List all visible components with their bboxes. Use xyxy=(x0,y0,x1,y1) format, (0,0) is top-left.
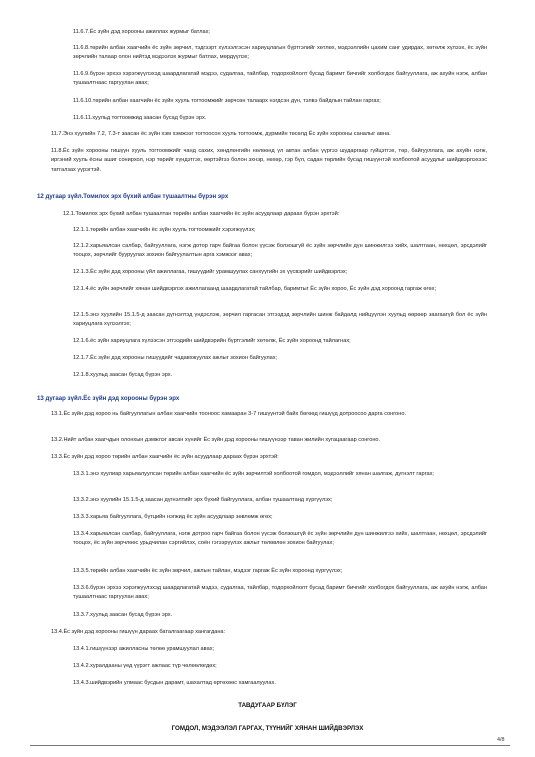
clause-12-1-6: 12.1.6.ёс зүйн хариуцлага хүлээсэн этгээдийн шийдвэрийн бүртгэлийг хөтөлж, Ёс зүйн хороонд тайлагнах; xyxy=(73,338,351,344)
clause-13-3-7: 13.3.7.хуульд заасан бусад бүрэн эрх. xyxy=(73,612,173,618)
clause-13-3-2: 13.3.2.энэ хуулийн 15.1.5-д заасан дүгнэлтийг эрх бүхий байгууллага, албан тушаалтанд хүргүүлэх; xyxy=(73,497,333,503)
clause-13-3-1: 13.3.1.энэ хуулиар харьяалуулсан төрийн албан хаагчийн ёс зүйн зөрчилтэй холбоотой гомдол, мэдээллийг хянан шалгаж, дүгнэлт гаргах; xyxy=(73,471,434,477)
clause-12-1-1: 12.1.1.төрийн албан хаагчийн ёс зүйн хууль тогтоомжийг хэрэгжүүлэх; xyxy=(73,227,256,233)
clause-13-4-3: 13.4.3.шийдвэрийн улмаас бусдын дарамт, шахалтад өртөхөөс хамгаалуулах. xyxy=(73,680,276,686)
clause-12-1-2: 12.1.2.харьяалсан салбар, байгууллага, нэгж дотор гарч байгаа болон үүсэж болзошгүй ёс зүйн зөрчлийн дүн шинжилгээ хийх, шалтгаан, нөхцөл, эрсдэлийг тооцох, зөрчлийг бууруулах зохион байгуулалтын арга хэмжээг авах; xyxy=(73,243,487,259)
clause-11-7: 11.7.Энэ хуулийн 7.2, 7.3-т заасан ёс зүйн хэм хэмжээг тогтоосон хууль тогтоомж, дүрмийн төсөлд Ёс зүйн хорооны саналыг авна. xyxy=(51,131,391,137)
clause-12-1-4: 12.1.4.ёс зүйн зөрчлийг хянан шийдвэрлэх ажиллагаанд шаардлагатай тайлбар, баримтыг Ёс зүйн хороо, Ёс зүйн дэд хороонд гаргаж өгөх; xyxy=(73,286,436,292)
clause-12-1-8: 12.1.8.хуульд заасан бусад бүрэн эрх. xyxy=(73,372,173,378)
clause-11-6-9: 11.6.9.бүрэн эрхээ хэрэгжүүлэхэд шаардлагатай мэдээ, судалгаа, тайлбар, тодорхойлолт бусад баримт бичгийг холбогдох байгууллага, аж ахуйн нэгж, албан тушаалтнаас гаргуулан авах; xyxy=(73,71,487,87)
clause-13-2: 13.2.Нийт албан хаагчдын олонхын дэмжлэг авсан хүнийг Ёс зүйн дэд хорооны гишүүнээр таван жилийн хугацаагаар сонгоно. xyxy=(51,437,381,443)
clause-12-1-5: 12.1.5.энэ хуулийн 15.1.5-д заасан дүгнэлтэд үндэслэж, зөрчил гаргасан этгээдэд зөрчлийн шинж байдалд нийцүүлэн хуульд өөрөөр заагаагүй бол ёс зүйн хариуцлага хүлээлгэх; xyxy=(73,312,487,328)
chapter-number: ТАВДУГААР БҮЛЭГ xyxy=(238,702,297,709)
clause-11-8: 11.8.Ёс зүйн хорооны гишүүн хууль тогтоомжийг чанд сахих, хөндлөнгийн нөлөөнд үл автан албан үүргээ шударгаар гүйцэтгэх, төр, байгууллага, аж ахуйн нэгж, иргэний хууль ёсны ашиг сонирхол, нэр төрийг хүндэтгэх, өөртэйгээ болон эхнэр, нөхөр, гэр бүл, садан төрлийн бусад гишүүнтэй холбоотой асуудлыг шийдвэрлэхээс татгалзах үүрэгтэй. xyxy=(51,148,487,173)
page-number: 4/8 xyxy=(497,737,505,743)
clause-13-4: 13.4.Ёс зүйн дэд хорооны гишүүн дараах баталгаагаар хангагдана: xyxy=(51,629,226,635)
clause-13-3-3: 13.3.3.харьяа байгууллага, бүтцийн нэгжид ёс зүйн асуудлаар зөвлөмж өгөх; xyxy=(73,514,273,520)
clause-13-1: 13.1.Ёс зүйн дэд хороо нь байгууллагын албан хаагчийн тооноос хамааран 3-7 гишүүнтэй байх бөгөөд гишүүд дотроосоо дарга сонгоно. xyxy=(51,411,407,417)
footer-divider xyxy=(30,745,510,746)
clause-13-4-2: 13.4.2.хуралдааны үед үүрэгт ажлаас түр чөлөөлөгдөх; xyxy=(73,663,217,669)
chapter-title: ГОМДОЛ, МЭДЭЭЛЭЛ ГАРГАХ, ТҮҮНИЙГ ХЯНАН ШИЙДВЭРЛЭХ xyxy=(171,725,364,732)
clause-11-6-8: 11.6.8.төрийн албан хаагчийн ёс зүйн зөрчил, тэдгээрт хүлээлгэсэн хариуцлагын бүртгэлийг хөтлөх, мэдээллийн цахим санг удирдах, хөтөлж хүлээх, ёс зүйн зөрчлийн талаар олон нийтэд мэдээлэх журмыг батлах, мөрдүүлэх; xyxy=(73,45,487,61)
clause-13-3-5: 13.3.5.төрийн албан хаагчийн ёс зүйн зөрчил, ажлын тайлан, мэдээг гаргаж Ёс зүйн хороонд хүргүүлэх; xyxy=(73,568,343,574)
clause-12-1-7: 12.1.7.Ёс зүйн дэд хорооны гишүүдийг чадавхжуулах ажлыг зохион байгуулах; xyxy=(73,355,278,361)
clause-13-3: 13.3.Ёс зүйн дэд хороо төрийн албан хаагчийн ёс зүйн асуудлаар дараах бүрэн эрхтэй: xyxy=(51,454,279,460)
clause-13-4-1: 13.4.1.гишүүнээр ажилласны төлөө урамшуулал авах; xyxy=(73,646,215,652)
clause-11-6-10: 11.6.10.төрийн албан хаагчийн ёс зүйн хууль тогтоомжийг зөрчсөн талаарх нэгдсэн дүн, тэлвэ байдлын тайлан гаргах; xyxy=(73,98,381,104)
clause-13-3-4: 13.3.4.харьяалсан салбар, байгууллага, нэгж дотроо гарч байгаа болон үүсэж болзошгүй ёс зүйн зөрчлийн дүн шинжилгээ хийх, шалтгаан, нөхцөл, эрсдэлийг тооцох, ёс зүйн зөрчлөөс урьдчилан сэргийлэх, соён гэгээрүүлэх ажлыг төлөвлөн зохион байгуулах; xyxy=(73,531,487,547)
clause-13-3-6: 13.3.6.бүрэн эрхээ хэрэгжүүлэхэд шаардлагатай мэдээ, судалгаа, тайлбар, тодорхойлолт бусад баримт бичгийг холбогдох байгууллага, аж ахуйн нэгж, албан тушаалтнаас гаргуулан авах; xyxy=(73,585,487,601)
article-13-heading: 13 дугаар зүйл.Ёс зүйн дэд хорооны бүрэн эрх xyxy=(37,395,180,402)
clause-12-1: 12.1.Томилох эрх бүхий албан тушаалтан төрийн албан хаагчийн ёс зүйн асуудлаар дараах бүрэн эрхтэй: xyxy=(63,211,340,217)
article-12-heading: 12 дугаар зүйл.Томилох эрх бүхий албан тушаалтны бүрэн эрх xyxy=(37,193,229,200)
clause-12-1-3: 12.1.3.Ёс зүйн дэд хорооны үйл ажиллагаа, гишүүдийг урамшуулах санхүүгийн эх үүсвэрийг шийдвэрлэх; xyxy=(73,269,348,275)
clause-11-6-7: 11.6.7.Ёс зүйн дэд хорооны ажиллах журмыг батлах; xyxy=(73,29,210,35)
clause-11-6-11: 11.6.11.хуульд тогтоомжид заасан бусад бүрэн эрх. xyxy=(73,115,207,121)
